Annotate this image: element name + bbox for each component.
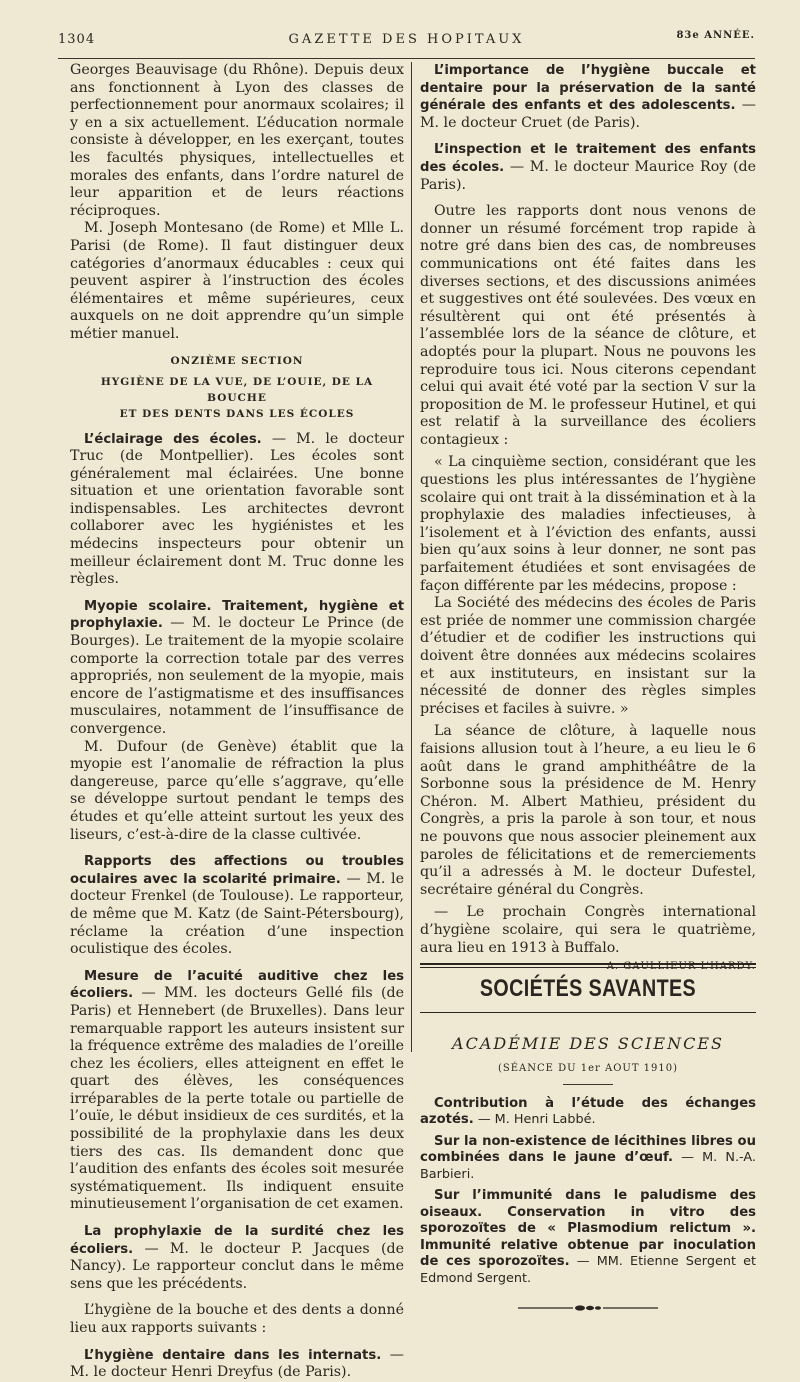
quoted-resolution: « La cinquième section, considérant que les questions les plus intéressantes de l’hygiène scolaire qui ont trait à la dissémination et à la prophylaxie des maladies infectieuses, à l’isolement et à l’éviction des enfants, aussi bien qu’aux soins à leur donner, ne sont pas parfaitement étudiées et sont envisagées de façon différente par les médecins, propose : <box>420 454 756 594</box>
report-title: L’importance de l’hygiène buccale et dentaire pour la préservation de la santé générale des enfants et des adolescents. <box>420 63 756 114</box>
paragraph: Outre les rapports dont nous venons de donner un résumé forcément trop rapide à notre gré dans bien des cas, de nombreuses communications ont été faites dans les diverses sections, et des discussions animées et suggestives ont été soulevées. Des vœux en résultèrent qui ont été présentés à l’assemblée lors de la séance de clôture, et adoptés pour la plupart. Nous ne pouvons les reproduire tous ici. Nous citerons cependant celui qui avait été voté par la section V sur la proposition de M. le professeur Hutinel, et qui est relatif à la surveillance des écoliers contagieux : <box>420 203 756 448</box>
journal-title: GAZETTE DES HOPITAUX <box>288 32 525 47</box>
report-entry <box>70 598 404 739</box>
author-signature: A. GAULLIEUR L’HARDY. <box>606 961 756 973</box>
section-number: ONZIÈME SECTION <box>170 354 304 367</box>
communication-authors: — M. Henri Labbé. <box>473 1112 596 1128</box>
report-text: — M. le docteur Henri Dreyfus (de Paris). <box>70 1346 404 1381</box>
right-column <box>420 62 756 1319</box>
page-header <box>58 30 755 52</box>
communication-entry <box>420 1134 756 1184</box>
communication-entry <box>420 1096 756 1129</box>
report-entry <box>70 431 404 589</box>
seance-date: (SÉANCE DU 1er AOUT 1910) <box>497 1063 679 1075</box>
report-entry <box>70 1347 404 1382</box>
page-number: 1304 <box>58 32 96 47</box>
report-text: — MM. les docteurs Gellé fils (de Paris) et Hennebert (de Bruxelles). Dans leur remarquable rapport les auteurs insistent sur la fréquence extrême des maladies de l’oreille chez les écoliers, elles atteignent en effet le quart des élèves, les conséquences irréparables de la perte totale ou partielle de l’ouïe, le début insidieux de ces surdités, et la possibilité de la prophylaxie dans les deux tiers des cas. Ils demandent donc que l’audition des enfants des écoles soit mesurée systématiquement. Ils indiquent ensuite minutieusement l’organisation de cet examen. <box>70 985 404 1213</box>
section-title-line: HYGIÈNE DE LA VUE, DE L’OUIE, DE LA BOUCHE <box>100 375 374 404</box>
communication-authors: — MM. Etienne Sergent et Edmond Sergent. <box>420 1254 756 1286</box>
communication-authors: — M. N.-A. Barbieri. <box>420 1150 756 1182</box>
ornament-rule <box>420 1301 756 1319</box>
column-divider <box>411 62 412 1052</box>
report-text: — M. le docteur Le Prince (de Bourges). Le traitement de la myopie scolaire comporte la correction totale par des verres appropriés, non seulement de la myopie, mais encore de l’astigmatisme et des insuffisances musculaires, notamment de l’insuffisance de convergence. <box>70 615 404 737</box>
report-title: Myopie scolaire. Traitement, hygiène et prophylaxie. <box>70 598 404 632</box>
report-text: — M. le docteur P. Jacques (de Nancy). Le rapporteur conclut dans le même sens que les précédents. <box>70 1240 404 1292</box>
paragraph: M. Dufour (de Genève) établit que la myopie est l’anomalie de réfraction la plus dangereuse, parce qu’elle s’aggrave, qu’elle se développe surtout pendant le temps des études et qu’elle atteint surtout les yeux des liseurs, c’est-à-dire de la classe cultivée. <box>70 738 404 843</box>
journal-year: 83e ANNÉE. <box>676 30 755 41</box>
closing-note: — Le prochain Congrès international d’hygiène scolaire, qui sera le quatrième, aura lieu en 1913 à Buffalo. <box>420 904 756 956</box>
report-entry <box>70 968 404 1214</box>
paragraph: Georges Beauvisage (du Rhône). Depuis deux ans fonctionnent à Lyon des classes de perfectionnement pour anormaux scolaires; il y en a six actuellement. L’éducation normale consiste à développer, en les exerçant, toutes les facultés physiques, intellectuelles et morales des enfants, dans l’ordre naturel de leur apparition et de leurs réactions réciproques. <box>70 62 404 219</box>
communication-entry <box>420 1188 756 1287</box>
report-text: — M. le docteur Maurice Roy (de Paris). <box>420 158 756 193</box>
short-rule <box>563 1084 613 1085</box>
communication-title: Sur l’immunité dans le paludisme des oiseaux. Conservation in vitro des sporozoïtes de « Plasmodium relictum ». Immunité relative obtenue par inoculation de ces sporozoïtes. <box>420 1188 756 1270</box>
report-entry <box>420 141 756 194</box>
section-rule <box>420 1012 756 1013</box>
left-column <box>70 62 404 1382</box>
report-entry <box>420 62 756 132</box>
report-title: L’inspection et le traitement des enfants des écoles. <box>420 142 756 175</box>
report-title: L’éclairage des écoles. <box>84 431 262 447</box>
academie-heading: ACADÉMIE DES SCIENCES <box>452 1033 724 1053</box>
report-text: — M. le docteur Frenkel (de Toulouse). Le rapporteur, de même que M. Katz (de Saint-Pétersbourg), réclame la création d’une inspection oculistique des écoles. <box>70 870 404 958</box>
paragraph <box>420 904 756 973</box>
paragraph: La séance de clôture, à laquelle nous faisions allusion tout à l’heure, a eu lieu le 6 août dans le grand amphithéâtre de la Sorbonne sous la présidence de M. Henry Chéron. M. Albert Mathieu, président du Congrès, a pris la parole à son tour, et nous ne pouvons que nous associer pleinement aux paroles de félicitations et de remerciements qu’il a adressés à M. le docteur Dufestel, secrétaire général du Congrès. <box>420 723 756 898</box>
report-title: Mesure de l’acuité auditive chez les écoliers. <box>70 968 404 1002</box>
section-title-line: ET DES DENTS DANS LES ÉCOLES <box>119 407 355 420</box>
societes-heading: SOCIÉTÉS SAVANTES <box>479 975 697 1003</box>
quoted-resolution: La Société des médecins des écoles de Paris est priée de nommer une commission chargée d’étudier et de codifier les instructions qui doivent être données aux médecins scolaires et aux instituteurs, en insistant sur la nécessité de donner des règles simples précises et faciles à suivre. » <box>420 595 756 717</box>
report-text: — M. le docteur Cruet (de Paris). <box>420 97 756 131</box>
report-title: Rapports des affections ou troubles oculaires avec la scolarité primaire. <box>70 854 404 887</box>
ornament-icon <box>518 1303 658 1313</box>
paragraph: M. Joseph Montesano (de Rome) et Mlle L. Parisi (de Rome). Il faut distinguer deux catégories d’anormaux éducables : ceux qui peuvent aspirer à l’instruction des écoles élémentaires et même supérieures, ceux auxquels on ne doit apprendre qu’un simple métier manuel. <box>70 220 404 342</box>
report-entry <box>70 853 404 959</box>
report-title: L’hygiène dentaire dans les internats. <box>84 1347 382 1363</box>
report-title: La prophylaxie de la surdité chez les écoliers. <box>70 1224 404 1257</box>
communication-title: Sur la non-existence de lécithines libres ou combinées dans le jaune d’œuf. <box>420 1133 756 1166</box>
report-entry <box>70 1223 404 1293</box>
header-rule <box>58 58 755 59</box>
communication-title: Contribution à l’étude des échanges azotés. <box>420 1095 756 1128</box>
paragraph: L’hygiène de la bouche et des dents a donné lieu aux rapports suivants : <box>70 1302 404 1336</box>
report-text: — M. le docteur Truc (de Montpellier). Les écoles sont généralement mal éclairées. Une bonne situation et une orientation favorable sont indispensables. Les architectes devront collaborer avec les hygiénistes et les médecins inspecteurs pour obtenir un meilleur éclairement dont M. Truc donne les règles. <box>70 430 404 588</box>
